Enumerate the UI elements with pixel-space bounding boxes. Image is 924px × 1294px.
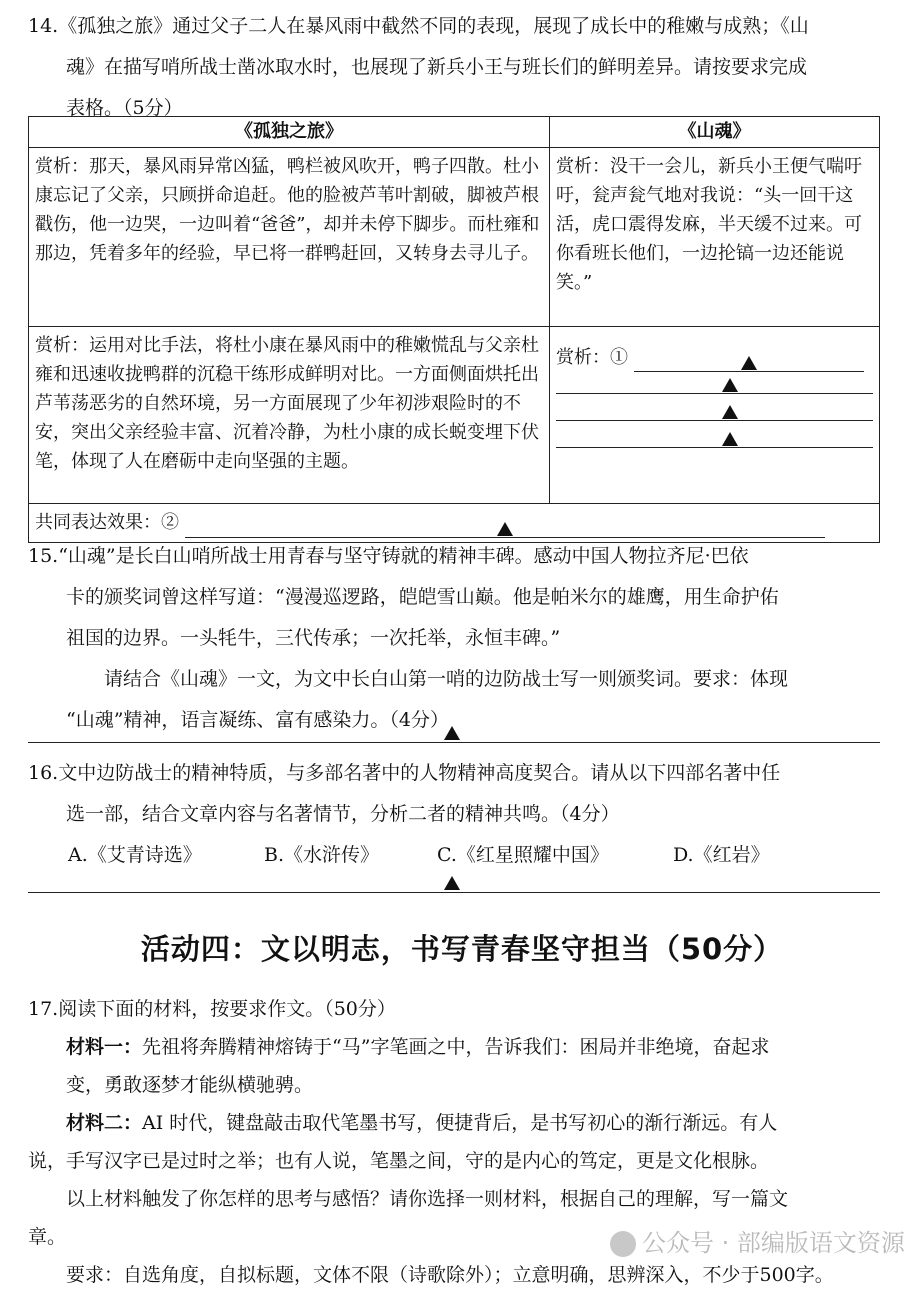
q14-line-3: 表格。（5分） [66, 97, 183, 119]
q17-prompt-1: 以上材料触发了你怎样的思考与感悟？请你选择一则材料，根据自己的理解，写一篇文 [66, 1188, 789, 1210]
q17-line-1: 17.阅读下面的材料，按要求作文。（50分） [28, 998, 396, 1020]
material-2-label: 材料二： [66, 1112, 143, 1134]
analysis-shanhun-answer[interactable] [550, 327, 880, 504]
q17-material-2-cont: 说，手写汉字已是过时之举；也有人说，笔墨之间，守的是内心的笃定，更是文化根脉。 [28, 1150, 770, 1172]
material-2-text: AI 时代，键盘敲击取代笔墨书写，便捷背后，是书写初心的渐行渐远。有人 [142, 1112, 778, 1134]
q17-material-1 [28, 1028, 893, 1066]
q17-material-2 [28, 1104, 893, 1142]
watermark-text: 公众号 · 部编版语文资源 [642, 1229, 905, 1257]
q15-line-3: 祖国的边界。一头牦牛，三代传承；一次托举，永恒丰碑。” [66, 627, 561, 649]
answer-blank-3[interactable] [556, 394, 873, 421]
question-16 [28, 753, 893, 876]
answer-triangle-icon [444, 726, 460, 740]
q14-table [28, 116, 880, 543]
q16-options [28, 835, 893, 876]
q16-answer-line[interactable] [28, 892, 880, 893]
question-14 [28, 6, 893, 129]
q15-line-2: 卡的颁奖词曾这样写道：“漫漫巡逻路，皑皑雪山巅。他是帕米尔的雄鹰，用生命护佑 [66, 586, 779, 608]
question-15 [28, 536, 893, 741]
q15-line-1: 15.“山魂”是长白山哨所战士用青春与坚守铸就的精神丰碑。感动中国人物拉齐尼·巴依 [28, 545, 749, 567]
q14-line-1: 14.《孤独之旅》通过父子二人在暴风雨中截然不同的表现，展现了成长中的稚嫩与成熟；《山 [28, 15, 809, 37]
answer-triangle-icon [722, 405, 738, 419]
analysis-guduzhilv: 赏析：运用对比手法，将杜小康在暴风雨中的稚嫩慌乱与父亲杜雍和迅速收拢鸭群的沉稳干练形成鲜明对比。一方面侧面烘托出芦苇荡恶劣的自然环境，另一方面展现了少年初涉艰险时的不安，突出父亲经验丰富、沉着冷静，为杜小康的成长蜕变埋下伏笔，体现了人在磨砺中走向坚强的主题。 [29, 327, 550, 504]
table-header-shanhun: 《山魂》 [550, 117, 880, 148]
common-effect-blank[interactable] [185, 515, 825, 538]
q16-option-a[interactable]: A.《艾青诗选》 [68, 844, 202, 866]
q17-material-1-cont: 变，勇敢逐梦才能纵横驰骋。 [66, 1074, 314, 1096]
q15-line-4: 请结合《山魂》一文，为文中长白山第一哨的边防战士写一则颁奖词。要求：体现 [104, 668, 789, 690]
answer-triangle-icon [444, 876, 460, 890]
q15-answer-line[interactable] [28, 742, 880, 743]
material-1-text: 先祖将奔腾精神熔铸于“马”字笔画之中，告诉我们：困局并非绝境，奋起求 [142, 1036, 770, 1058]
q14-line-2: 魂》在描写哨所战士凿冰取水时，也展现了新兵小王与班长们的鲜明差异。请按要求完成 [66, 56, 808, 78]
answer-blank-2[interactable] [556, 367, 873, 394]
q15-line-5: “山魂”精神，语言凝练、富有感染力。（4分） [66, 709, 450, 731]
q16-option-b[interactable]: B.《水浒传》 [264, 844, 380, 866]
q16-option-d[interactable]: D.《红岩》 [673, 844, 770, 866]
common-effect-label: 共同表达效果：② [35, 512, 179, 533]
answer-blank-4[interactable] [556, 421, 873, 448]
section-4-heading: 活动四：文以明志，书写青春坚守担当（50分） [140, 932, 784, 966]
answer-triangle-icon [722, 432, 738, 446]
q16-line-1: 16.文中边防战士的精神特质，与多部名著中的人物精神高度契合。请从以下四部名著中任 [28, 762, 781, 784]
watermark [610, 1225, 905, 1261]
material-1-label: 材料一： [66, 1036, 143, 1058]
excerpt-guduzhilv: 赏析：那天，暴风雨异常凶猛，鸭栏被风吹开，鸭子四散。杜小康忘记了父亲，只顾拼命追赶。他的脸被芦苇叶割破，脚被芦根戳伤，他一边哭，一边叫着“爸爸”，却并未停下脚步。而杜雍和那边，凭着多年的经验，早已将一群鸭赶回，又转身去寻儿子。 [29, 148, 550, 327]
q17-prompt-2: 章。 [28, 1226, 67, 1248]
wechat-icon [610, 1231, 636, 1257]
answer-triangle-icon [497, 522, 513, 536]
table-header-guduzhilv: 《孤独之旅》 [29, 117, 550, 148]
answer-triangle-icon [722, 378, 738, 392]
q16-option-c[interactable]: C.《红星照耀中国》 [437, 844, 609, 866]
q17-requirements: 要求：自选角度，自拟标题，文体不限（诗歌除外）；立意明确，思辨深入，不少于500字。 [66, 1264, 834, 1286]
analysis-shanhun-prefix: 赏析：① [556, 347, 628, 368]
q16-line-2: 选一部，结合文章内容与名著情节，分析二者的精神共鸣。（4分） [66, 803, 620, 825]
excerpt-shanhun: 赏析：没干一会儿，新兵小王便气喘吁吁，瓮声瓮气地对我说：“头一回干这活，虎口震得发麻，半天缓不过来。可你看班长他们，一边抡镐一边还能说笑。” [550, 148, 880, 327]
